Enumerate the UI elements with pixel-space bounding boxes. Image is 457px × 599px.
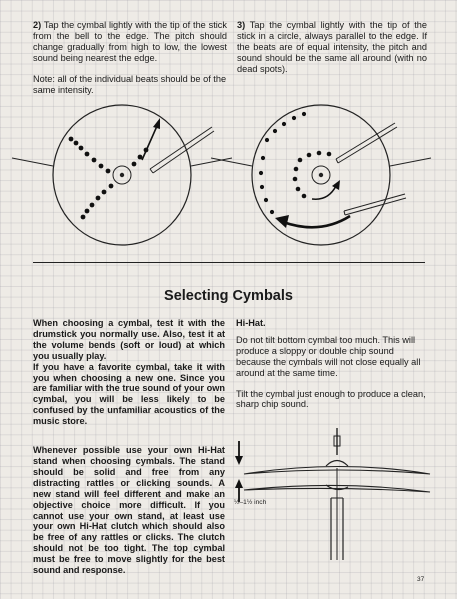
step-3-instruction: Tap the cymbal lightly with the tip of the stick in a circle, always parallel to the edge. If the beats are of equal intensity, the pitch and sound should be the same all around (with no dead spots). bbox=[237, 20, 428, 74]
circular-tap-diagram bbox=[211, 105, 431, 245]
selecting-para-3: Whenever possible use your own Hi-Hat stand when choosing cymbals. The stand should be solid and free from any distracting rattles or clicking sounds. A new stand will feel different and make an objective choice more difficult. If you cannot use your own stand, at least use your own Hi-Hat clutch which should also be free of any rattles or clicks. The clutch should not be too tight. The top cymbal must be free to move slightly for the best sound and response. bbox=[33, 445, 225, 576]
hihat-para-2: Tilt the cymbal just enough to produce a clean, sharp chip sound. bbox=[236, 388, 426, 410]
step-3-text bbox=[237, 20, 427, 75]
hihat-gap-label: ½–1½ inch bbox=[234, 499, 267, 506]
hihat-subheading: Hi-Hat. bbox=[236, 318, 266, 328]
selecting-para-1: When choosing a cymbal, test it with the drumstick you normally use. Also, test it at the volume bends (soft or loud) at which you usually play. bbox=[33, 318, 225, 361]
hihat-diagram bbox=[235, 428, 430, 560]
left-column bbox=[33, 318, 225, 576]
step-3-block bbox=[237, 20, 427, 75]
right-column bbox=[236, 318, 426, 410]
hihat-para-1: Do not tilt bottom cymbal too much. This will produce a sloppy or double chip sound because the cymbals will not close equally all around at the same time. bbox=[236, 334, 421, 378]
selecting-para-2: If you have a favorite cymbal, take it with you when choosing a new one. Since you are familiar with the true sound of your own cymbal, you will be less likely to be confused by the unfamiliar acoustics of the music store. bbox=[33, 361, 225, 427]
radial-tap-diagram bbox=[12, 105, 232, 245]
page-number: 37 bbox=[417, 576, 425, 583]
step-2-text bbox=[33, 20, 227, 64]
step-2-note: Note: all of the individual beats should be of the same intensity. bbox=[33, 73, 227, 95]
section-divider bbox=[33, 262, 425, 263]
step-2-instruction: Tap the cymbal lightly with the tip of the stick from the bell to the edge. The pitch should change gradually from high to low, the lowest sound being nearest the edge. bbox=[33, 20, 227, 63]
section-title: Selecting Cymbals bbox=[164, 288, 293, 304]
step-2-number: 2) bbox=[33, 20, 42, 30]
step-2-block bbox=[33, 20, 227, 95]
step-3-number: 3) bbox=[237, 20, 246, 30]
